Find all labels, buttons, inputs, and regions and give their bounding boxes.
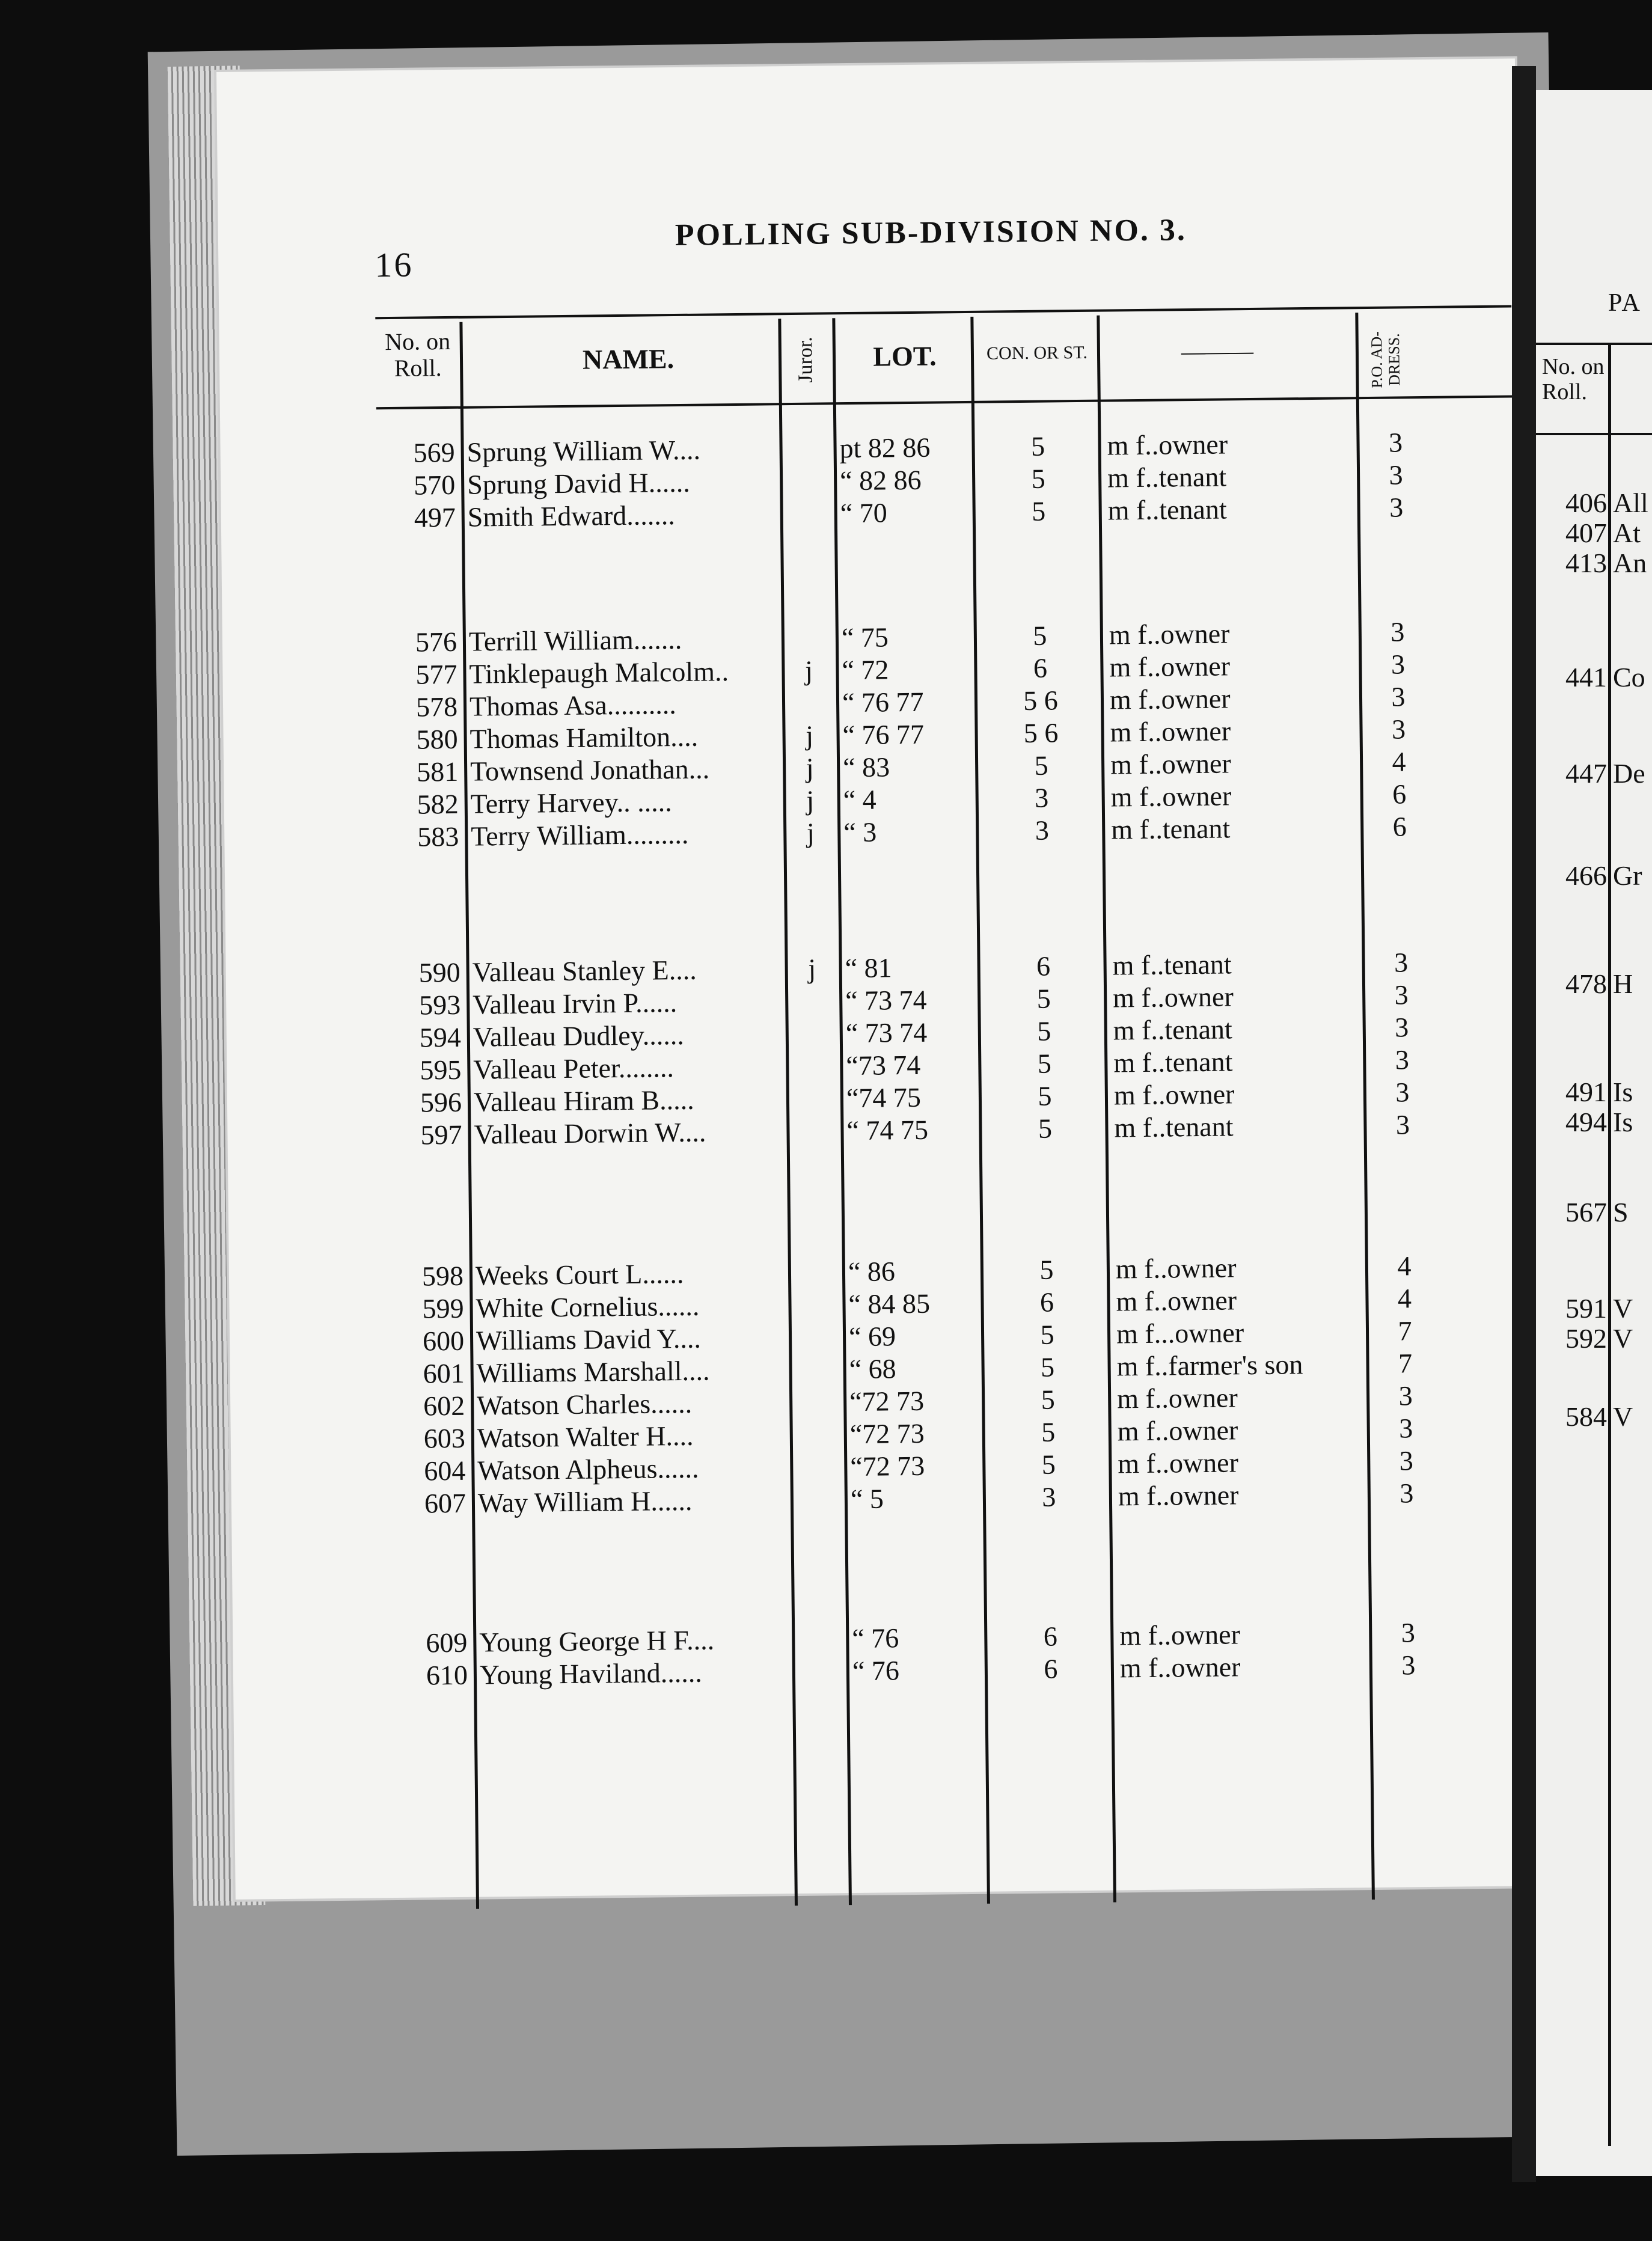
row-po-address: 4 — [1397, 1283, 1412, 1314]
row-status: m f..tenant — [1113, 1046, 1233, 1078]
row-status: m f..owner — [1109, 618, 1230, 650]
row-po-address: 3 — [1389, 459, 1403, 491]
row-lot: “72 73 — [849, 1417, 925, 1450]
row-lot: “72 73 — [850, 1450, 925, 1482]
row-lot: “ 86 — [848, 1256, 896, 1288]
row-lot: pt 82 86 — [839, 432, 931, 464]
row-lot: “ 5 — [850, 1483, 884, 1515]
row-lot: “ 70 — [840, 497, 887, 529]
row-po-address: 3 — [1401, 1649, 1416, 1681]
row-voter-name: Thomas Hamilton.... — [470, 721, 699, 754]
row-concession: 6 — [1033, 652, 1048, 683]
right-page-roll-number: 466 — [1565, 860, 1607, 891]
right-page-top-rule — [1536, 343, 1652, 345]
right-page-roll-number: 441 — [1565, 662, 1607, 692]
row-juror-mark — [792, 1082, 834, 1083]
row-status: m f..tenant — [1112, 949, 1232, 981]
row-voter-name: Townsend Jonathan... — [470, 753, 710, 787]
row-voter-name: Valleau Dorwin W.... — [474, 1116, 706, 1150]
row-concession: 6 — [1043, 1621, 1058, 1652]
row-po-address: 3 — [1393, 947, 1409, 978]
row-juror-mark — [798, 1622, 840, 1623]
row-po-address: 3 — [1400, 1478, 1414, 1509]
right-page-column-divider — [1608, 343, 1611, 2146]
row-roll-number: 597 — [420, 1119, 462, 1151]
right-page-roll-number: 592 — [1565, 1323, 1607, 1354]
row-concession: 5 — [1037, 1015, 1051, 1047]
row-concession: 5 6 — [1023, 717, 1059, 748]
row-voter-name: Watson Walter H.... — [477, 1420, 694, 1454]
row-status: m f..tenant — [1114, 1111, 1234, 1143]
row-lot: “72 73 — [849, 1385, 925, 1417]
row-voter-name: Thomas Asa.......... — [469, 689, 677, 722]
row-status: m f..owner — [1116, 1382, 1238, 1414]
row-concession: 6 — [1036, 950, 1051, 982]
right-page-name-fragment: V — [1613, 1293, 1633, 1324]
row-lot: “ 69 — [848, 1321, 896, 1353]
column-header-po-address: P.O. AD-DRESS. — [1368, 331, 1403, 388]
row-po-address: 3 — [1390, 616, 1405, 647]
row-lot: “ 82 86 — [839, 464, 922, 497]
row-concession: 5 6 — [1023, 685, 1059, 716]
right-page-col-no-header: No. on Roll. — [1542, 354, 1605, 405]
row-juror-mark — [785, 432, 827, 433]
row-po-address: 3 — [1391, 681, 1406, 712]
row-roll-number: 602 — [423, 1390, 465, 1422]
right-page-name-fragment: At — [1613, 518, 1641, 548]
row-voter-name: Sprung David H...... — [467, 466, 691, 500]
row-lot: “ 3 — [843, 816, 877, 848]
right-page-roll-number: 413 — [1565, 548, 1607, 578]
row-status: m f..owner — [1118, 1447, 1239, 1479]
column-header-lot: LOT. — [873, 340, 937, 372]
row-lot: “73 74 — [846, 1049, 921, 1081]
row-juror-mark — [795, 1353, 837, 1354]
row-roll-number: 607 — [424, 1487, 467, 1519]
right-page-bottom-rule — [1536, 433, 1652, 435]
row-status: m f..owner — [1119, 1619, 1241, 1651]
row-roll-number: 577 — [415, 658, 457, 690]
row-po-address: 3 — [1394, 979, 1409, 1010]
right-page-name-fragment: Is — [1613, 1077, 1633, 1107]
right-page-roll-number: 478 — [1565, 968, 1607, 999]
row-lot: “74 75 — [846, 1081, 922, 1114]
row-po-address: 3 — [1394, 1012, 1409, 1043]
right-page-name-fragment: Is — [1613, 1107, 1633, 1137]
row-voter-name: Williams Marshall.... — [476, 1355, 710, 1389]
row-po-address: 3 — [1395, 1044, 1410, 1075]
row-roll-number: 569 — [413, 436, 455, 468]
row-po-address: 3 — [1401, 1617, 1416, 1648]
row-po-address: 3 — [1399, 1445, 1414, 1476]
row-lot: “ 73 74 — [845, 1017, 928, 1049]
row-voter-name: Young George H F.... — [479, 1624, 715, 1658]
row-voter-name: Young Haviland...... — [479, 1657, 702, 1690]
right-page-name-fragment: All — [1613, 488, 1648, 518]
row-lot: “ 74 75 — [846, 1114, 929, 1146]
row-concession: 5 — [1041, 1449, 1056, 1480]
row-concession: 6 — [1039, 1286, 1054, 1318]
row-voter-name: Terrill William....... — [468, 623, 682, 657]
right-page-name-fragment: V — [1613, 1401, 1633, 1432]
row-voter-name: Valleau Hiram B..... — [473, 1084, 694, 1117]
row-lot: “ 83 — [842, 751, 890, 783]
row-juror-mark — [788, 686, 830, 687]
right-page-name-fragment: S — [1613, 1197, 1629, 1228]
row-voter-name: Weeks Court L...... — [475, 1258, 684, 1291]
row-roll-number: 497 — [414, 501, 456, 533]
right-page-roll-number: 567 — [1565, 1197, 1607, 1228]
row-status: m f..owner — [1110, 748, 1231, 780]
row-concession: 3 — [1035, 815, 1050, 846]
row-juror-mark — [792, 1017, 834, 1018]
row-roll-number: 595 — [420, 1054, 462, 1086]
right-page-roll-number: 447 — [1565, 758, 1607, 789]
row-lot: “ 72 — [842, 654, 889, 686]
row-lot: “ 76 — [852, 1622, 899, 1654]
row-voter-name: Smith Edward....... — [467, 500, 676, 533]
row-roll-number: 604 — [424, 1455, 466, 1487]
row-status: m f..owner — [1107, 429, 1228, 461]
row-status: m f..owner — [1109, 650, 1231, 683]
row-juror-mark: j — [804, 655, 813, 686]
row-concession: 5 — [1031, 495, 1046, 527]
right-page-roll-number: 406 — [1565, 488, 1607, 518]
right-page-roll-number: 591 — [1565, 1293, 1607, 1324]
row-voter-name: Terry Harvey.. ..... — [470, 786, 672, 819]
row-roll-number: 576 — [415, 626, 457, 658]
row-voter-name: Terry William......... — [471, 818, 689, 852]
row-status: m f..tenant — [1113, 1013, 1233, 1046]
right-page-name-fragment: An — [1613, 548, 1647, 578]
row-concession: 5 — [1030, 430, 1045, 462]
row-status: m f..owner — [1110, 780, 1232, 813]
row-voter-name: White Cornelius...... — [476, 1290, 700, 1324]
row-concession: 5 — [1040, 1351, 1055, 1383]
row-juror-mark — [794, 1288, 836, 1289]
column-header-name: NAME. — [582, 343, 675, 375]
page-title: POLLING SUB-DIVISION NO. 3. — [675, 213, 1187, 253]
row-po-address: 3 — [1391, 714, 1406, 745]
row-po-address: 3 — [1395, 1109, 1410, 1140]
row-juror-mark: j — [806, 784, 815, 816]
right-page — [1536, 90, 1652, 2176]
row-roll-number: 580 — [416, 723, 458, 755]
right-page-name-fragment: Gr — [1613, 860, 1642, 891]
row-concession: 5 — [1041, 1384, 1055, 1415]
row-voter-name: Valleau Peter........ — [473, 1052, 675, 1085]
row-voter-name: Valleau Irvin P...... — [472, 987, 678, 1020]
row-concession: 5 — [1033, 620, 1047, 651]
row-roll-number: 600 — [422, 1325, 465, 1357]
row-voter-name: Watson Charles...... — [476, 1387, 693, 1421]
row-po-address: 7 — [1398, 1348, 1413, 1379]
header-top-rule — [375, 305, 1511, 319]
row-status: m f..owner — [1109, 683, 1231, 715]
column-header-juror: Juror. — [794, 337, 817, 383]
row-status: m f..owner — [1116, 1285, 1237, 1317]
row-voter-name: Valleau Dudley...... — [473, 1019, 684, 1053]
left-page — [216, 58, 1534, 1899]
row-roll-number: 599 — [422, 1292, 464, 1324]
right-page-name-fragment: V — [1613, 1323, 1633, 1354]
row-juror-mark: j — [808, 953, 816, 984]
row-concession: 5 — [1037, 1048, 1052, 1079]
row-status: m f..owner — [1112, 981, 1234, 1013]
row-juror-mark — [796, 1418, 838, 1419]
row-voter-name: Way William H...... — [477, 1485, 693, 1518]
row-lot: “ 84 85 — [848, 1288, 931, 1320]
row-lot: “ 76 77 — [842, 686, 924, 718]
row-po-address: 3 — [1388, 427, 1403, 458]
row-juror-mark — [798, 1655, 840, 1656]
row-lot: “ 76 77 — [842, 718, 925, 751]
row-concession: 5 — [1041, 1416, 1056, 1448]
row-po-address: 7 — [1398, 1315, 1412, 1347]
row-roll-number: 590 — [418, 956, 460, 988]
row-roll-number: 581 — [416, 756, 459, 787]
row-roll-number: 570 — [413, 469, 456, 501]
row-lot: “ 68 — [849, 1353, 896, 1385]
row-lot: “ 75 — [841, 622, 889, 653]
row-status: m f..tenant — [1107, 494, 1227, 526]
row-status: m f..owner — [1110, 715, 1231, 748]
row-concession: 5 — [1039, 1254, 1054, 1285]
row-voter-name: Valleau Stanley E.... — [472, 954, 697, 988]
row-po-address: 4 — [1392, 746, 1406, 777]
right-page-roll-number: 491 — [1565, 1077, 1607, 1107]
column-header-con: CON. OR ST. — [986, 342, 1088, 364]
column-header-blank: ——— — [1181, 337, 1254, 365]
row-po-address: 3 — [1389, 492, 1404, 523]
row-voter-name: Williams David Y.... — [476, 1322, 702, 1356]
right-page-name-fragment: H — [1613, 968, 1633, 999]
row-roll-number: 594 — [419, 1021, 462, 1053]
row-concession: 5 — [1036, 983, 1051, 1014]
row-concession: 5 — [1038, 1080, 1052, 1111]
row-juror-mark — [797, 1483, 839, 1484]
book-gutter — [1512, 66, 1536, 2182]
right-page-roll-number: 584 — [1565, 1401, 1607, 1432]
row-roll-number: 609 — [426, 1627, 468, 1659]
row-juror-mark: j — [805, 720, 814, 751]
row-po-address: 6 — [1392, 811, 1407, 842]
row-lot: “ 73 74 — [845, 984, 927, 1017]
column-header-no: No. on Roll. — [385, 327, 451, 382]
row-voter-name: Sprung William W.... — [467, 434, 701, 468]
row-concession: 3 — [1042, 1481, 1056, 1512]
row-concession: 5 — [1031, 463, 1045, 494]
row-roll-number: 583 — [417, 821, 459, 852]
row-roll-number: 603 — [423, 1422, 466, 1454]
row-roll-number: 596 — [420, 1086, 462, 1118]
row-status: m f...owner — [1116, 1317, 1244, 1350]
row-po-address: 3 — [1398, 1380, 1413, 1411]
row-lot: “ 4 — [843, 784, 876, 816]
header-bottom-rule — [376, 395, 1513, 409]
right-page-header: PA — [1608, 289, 1642, 317]
row-status: m f..tenant — [1111, 813, 1231, 845]
row-juror-mark — [786, 497, 828, 498]
row-concession: 5 — [1038, 1113, 1053, 1144]
row-concession: 6 — [1044, 1653, 1058, 1684]
row-lot: “ 81 — [845, 952, 892, 984]
row-roll-number: 593 — [419, 989, 461, 1021]
row-po-address: 3 — [1395, 1077, 1410, 1108]
row-status: m f..farmer's son — [1116, 1349, 1303, 1382]
row-concession: 3 — [1034, 782, 1049, 813]
row-status: m f..owner — [1117, 1414, 1238, 1447]
row-juror-mark — [792, 1114, 834, 1115]
row-status: m f..owner — [1115, 1252, 1237, 1285]
right-page-name-fragment: De — [1613, 758, 1645, 789]
right-page-roll-number: 407 — [1565, 518, 1607, 548]
row-juror-mark: j — [806, 752, 814, 783]
row-voter-name: Watson Alpheus...... — [477, 1452, 699, 1486]
page-number: 16 — [375, 245, 414, 285]
row-roll-number: 610 — [426, 1659, 468, 1691]
row-roll-number: 582 — [417, 788, 459, 820]
row-concession: 5 — [1040, 1319, 1054, 1350]
row-po-address: 4 — [1397, 1250, 1412, 1282]
row-juror-mark: j — [806, 817, 815, 848]
row-roll-number: 578 — [415, 691, 458, 723]
row-po-address: 3 — [1398, 1413, 1413, 1444]
row-roll-number: 598 — [421, 1260, 464, 1292]
right-page-roll-number: 494 — [1565, 1107, 1607, 1137]
row-po-address: 6 — [1392, 778, 1407, 810]
row-po-address: 3 — [1390, 649, 1406, 680]
right-page-name-fragment: Co — [1613, 662, 1645, 692]
row-roll-number: 601 — [423, 1357, 465, 1389]
row-status: m f..owner — [1113, 1078, 1235, 1111]
row-lot: “ 76 — [852, 1655, 900, 1687]
row-status: m f..owner — [1119, 1651, 1241, 1684]
row-status: m f..owner — [1118, 1479, 1239, 1512]
row-voter-name: Tinklepaugh Malcolm.. — [469, 656, 729, 689]
row-status: m f..tenant — [1107, 461, 1227, 494]
row-concession: 5 — [1034, 750, 1048, 781]
